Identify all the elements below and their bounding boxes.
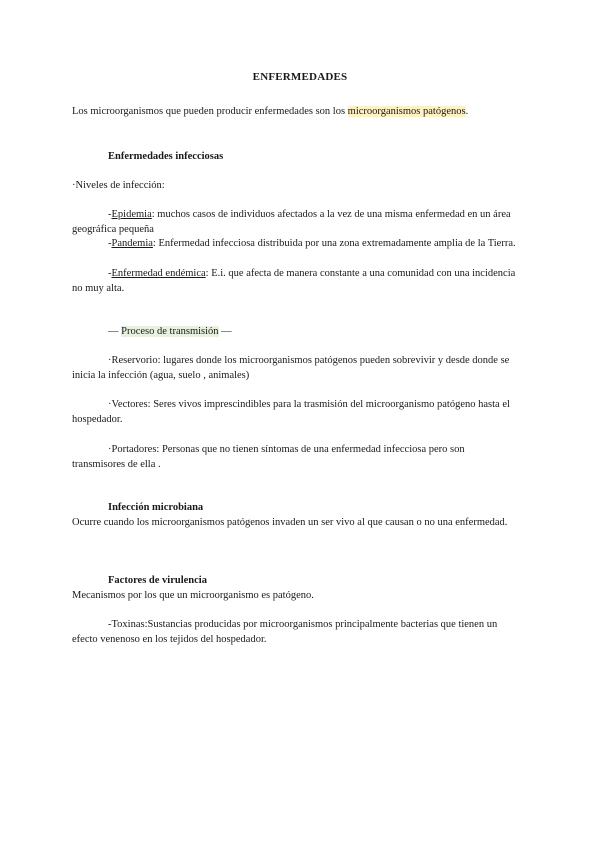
nivel-epidemia: -Epidemia: muchos casos de individuos afectados a la vez de una misma enfermedad en un área geográfica pequeña <box>72 209 511 235</box>
infeccion-microbiana-text: Ocurre cuando los microorganismos patógenos invaden un ser vivo al que causan o no una enfermedad. <box>72 517 508 528</box>
nivel-endemica: -Enfermedad endémica: E.i. que afecta de manera constante a una comunidad con una incidencia no muy alta. <box>72 268 516 294</box>
proceso-transmision-heading <box>72 324 518 339</box>
proceso-portadores: ·Portadores: Personas que no tienen síntomas de una enfermedad infecciosa pero son transmisores de ella . <box>72 444 465 470</box>
niveles-label: ·Niveles de infección: <box>72 180 165 191</box>
heading-enfermedades-infecciosas: Enfermedades infecciosas <box>108 151 224 162</box>
proceso-prefix: — <box>108 326 122 337</box>
proceso-suffix: — <box>218 326 232 337</box>
factores-virulencia-text: Mecanismos por los que un microorganismo es patógeno. <box>72 590 314 601</box>
nivel-text: : Enfermedad infecciosa distribuida por una zona extremadamente amplia de la Tierra. <box>152 238 516 249</box>
proceso-reservorio: ·Reservorio: lugares donde los microorganismos patógenos pueden sobrevivir y desde donde se inicia la infección (agua, suelo , animales) <box>72 355 510 381</box>
virulencia-toxinas: -Toxinas:Sustancias producidas por microorganismos principalmente bacterias que tienen un efecto venenoso en los tejidos del hospedador. <box>72 619 498 645</box>
proceso-vectores: ·Vectores: Seres vivos imprescindibles para la trasmisión del microorganismo patógeno hasta el hospedador. <box>72 399 510 425</box>
nivel-term: Enfermedad endémica <box>111 268 206 279</box>
nivel-term: Epidemia <box>111 209 152 220</box>
nivel-text: : muchos casos de individuos afectados a la vez de una misma enfermedad en un área geográfica pequeña <box>72 209 511 235</box>
nivel-term: Pandemia <box>111 238 153 249</box>
intro-end: . <box>465 106 469 117</box>
intro-paragraph <box>72 104 518 119</box>
heading-factores-virulencia: Factores de virulencia <box>108 575 207 586</box>
nivel-text: : E.i. que afecta de manera constante a una comunidad con una incidencia no muy alta. <box>72 268 516 294</box>
heading-infeccion-microbiana: Infección microbiana <box>108 502 204 513</box>
nivel-pandemia: -Pandemia: Enfermedad infecciosa distribuida por una zona extremadamente amplia de la Tierra. <box>108 238 516 249</box>
proceso-label: Proceso de transmisión <box>121 326 219 337</box>
document-title: ENFERMEDADES <box>252 71 348 83</box>
intro-text: Los microorganismos que pueden producir enfermedades son los <box>72 106 348 117</box>
intro-highlight: microorganismos patógenos <box>347 106 466 117</box>
